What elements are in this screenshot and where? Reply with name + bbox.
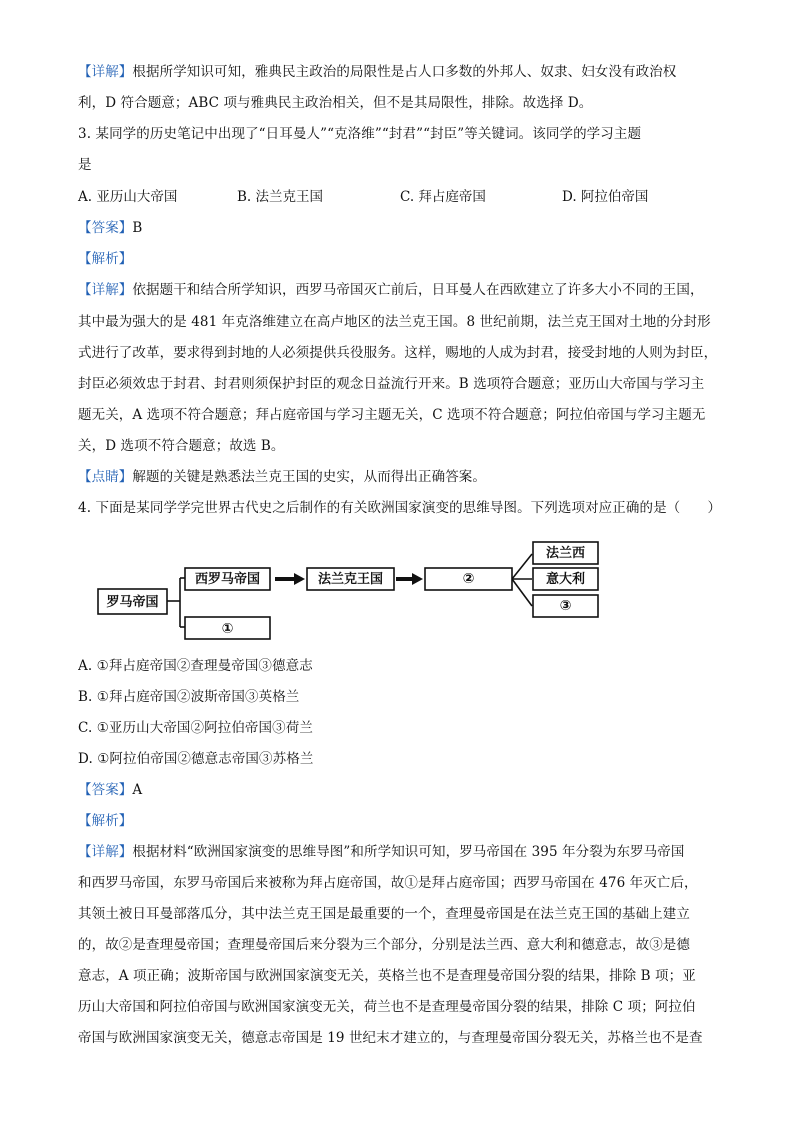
- q3-detail-line-6: 关，D 选项不符合题意；故选 B。: [78, 438, 285, 454]
- q4-analysis-tag: [78, 811, 728, 831]
- label-blank-3: ③: [559, 598, 572, 614]
- answer-value: B: [132, 220, 143, 236]
- q4-detail-line-2: 和西罗马帝国，东罗马帝国后来被称为拜占庭帝国，故①是拜占庭帝国；西罗马帝国在 476 年灭亡后，: [78, 875, 698, 891]
- q4-option-c: C. ①亚历山大帝国②阿拉伯帝国③荷兰: [78, 720, 313, 736]
- q3-option-a: A. 亚历山大帝国: [78, 189, 178, 205]
- q4-detail-line-7: 帝国与欧洲国家演变无关，德意志帝国是 19 世纪末才建立的，与查理曼帝国分裂无关，苏格兰也不是查: [78, 1030, 703, 1046]
- q3-stem-line-2: 是: [78, 157, 92, 173]
- q3-answer: [78, 218, 728, 238]
- q4-detail-line-3: 其领土被日耳曼部落瓜分，其中法兰克王国是最重要的一个，查理曼帝国是在法兰克王国的基础上建立: [78, 906, 690, 922]
- detail-text: 根据所学知识可知，雅典民主政治的局限性是占人口多数的外邦人、奴隶、妇女没有政治权: [132, 64, 677, 80]
- detail-tag: 【详解】: [78, 844, 133, 860]
- label-west-rome: 西罗马帝国: [194, 572, 261, 587]
- answer-tag: 【答案】: [78, 782, 133, 798]
- q3-stem-line-1: 3. 某同学的历史笔记中出现了“日耳曼人”“克洛维”“封君”“封臣”等关键词。该同学的学习主题: [78, 126, 642, 142]
- label-france: 法兰西: [545, 546, 586, 561]
- answer-value: A: [132, 782, 143, 798]
- label-italy: 意大利: [545, 572, 586, 587]
- q4-option-b: B. ①拜占庭帝国②波斯帝国③英格兰: [78, 689, 300, 705]
- q4-stem: 4. 下面是某同学学完世界古代史之后制作的有关欧洲国家演变的思维导图。下列选项对应正确的是（ ）: [78, 500, 722, 516]
- detail-text: 依据题干和结合所学知识，西罗马帝国灭亡前后，日耳曼人在西欧建立了许多大小不同的王国，: [132, 282, 704, 298]
- q4-detail-line-5: 意志，A 项正确；波斯帝国与欧洲国家演变无关，英格兰也不是查理曼帝国分裂的结果，排除 B 项；亚: [78, 968, 696, 984]
- label-blank-2: ②: [462, 571, 475, 587]
- q3-detail-line-4: 封臣必须效忠于封君、封君则须保护封臣的观念日益流行开来。B 选项符合题意；亚历山大帝国与学习主: [78, 376, 705, 392]
- q3-detail-line-5: 题无关，A 选项不符合题意；拜占庭帝国与学习主题无关，C 选项不符合题意；阿拉伯帝国与学习主题无: [78, 407, 706, 423]
- q3-option-d: D. 阿拉伯帝国: [562, 189, 649, 205]
- q3-option-b: B. 法兰克王国: [237, 189, 324, 205]
- q4-option-d: D. ①阿拉伯帝国②德意志帝国③苏格兰: [78, 751, 314, 767]
- detail-tag: 【详解】: [78, 282, 133, 298]
- mind-map-diagram: [95, 537, 615, 647]
- q3-tip: [78, 467, 728, 487]
- analysis-tag: 【解析】: [78, 813, 133, 829]
- label-frankish: 法兰克王国: [317, 572, 384, 587]
- q3-detail-line-2: 其中最为强大的是 481 年克洛维建立在高卢地区的法兰克王国。8 世纪前期，法兰克王国对土地的分封形: [78, 314, 711, 330]
- detail-tag: 【详解】: [78, 64, 133, 80]
- tip-text: 解题的关键是熟悉法兰克王国的史实，从而得出正确答案。: [132, 469, 487, 485]
- q4-option-a: A. ①拜占庭帝国②查理曼帝国③德意志: [78, 658, 313, 674]
- q4-detail-line-6: 历山大帝国和阿拉伯帝国与欧洲国家演变无关，荷兰也不是查理曼帝国分裂的结果，排除 C 项；阿拉伯: [78, 999, 696, 1015]
- q2-detail-line-2: 利，D 符合题意；ABC 项与雅典民主政治相关，但不是其局限性，排除。故选择 D。: [78, 95, 593, 111]
- analysis-tag: 【解析】: [78, 251, 133, 267]
- arrow-icon: [275, 573, 305, 585]
- label-roman-empire: 罗马帝国: [106, 595, 159, 610]
- q2-detail-line-1: [78, 62, 728, 82]
- arrow-icon: [396, 573, 423, 585]
- detail-text: 根据材料“欧洲国家演变的思维导图”和所学知识可知，罗马帝国在 395 年分裂为东罗马帝国: [132, 844, 685, 860]
- q4-answer: [78, 780, 728, 800]
- answer-tag: 【答案】: [78, 220, 133, 236]
- q3-option-c: C. 拜占庭帝国: [400, 189, 486, 205]
- q4-detail-line-4: 的，故②是查理曼帝国；查理曼帝国后来分裂为三个部分，分别是法兰西、意大利和德意志，故③是德: [78, 937, 690, 953]
- q4-detail-line-1: [78, 842, 728, 862]
- q3-detail-line-1: [78, 280, 728, 300]
- tip-tag: 【点睛】: [78, 469, 133, 485]
- label-blank-1: ①: [221, 621, 234, 637]
- q3-analysis-tag: [78, 249, 728, 269]
- q3-detail-line-3: 式进行了改革，要求得到封地的人必须提供兵役服务。这样，赐地的人成为封君，接受封地的人则为封臣，: [78, 345, 718, 361]
